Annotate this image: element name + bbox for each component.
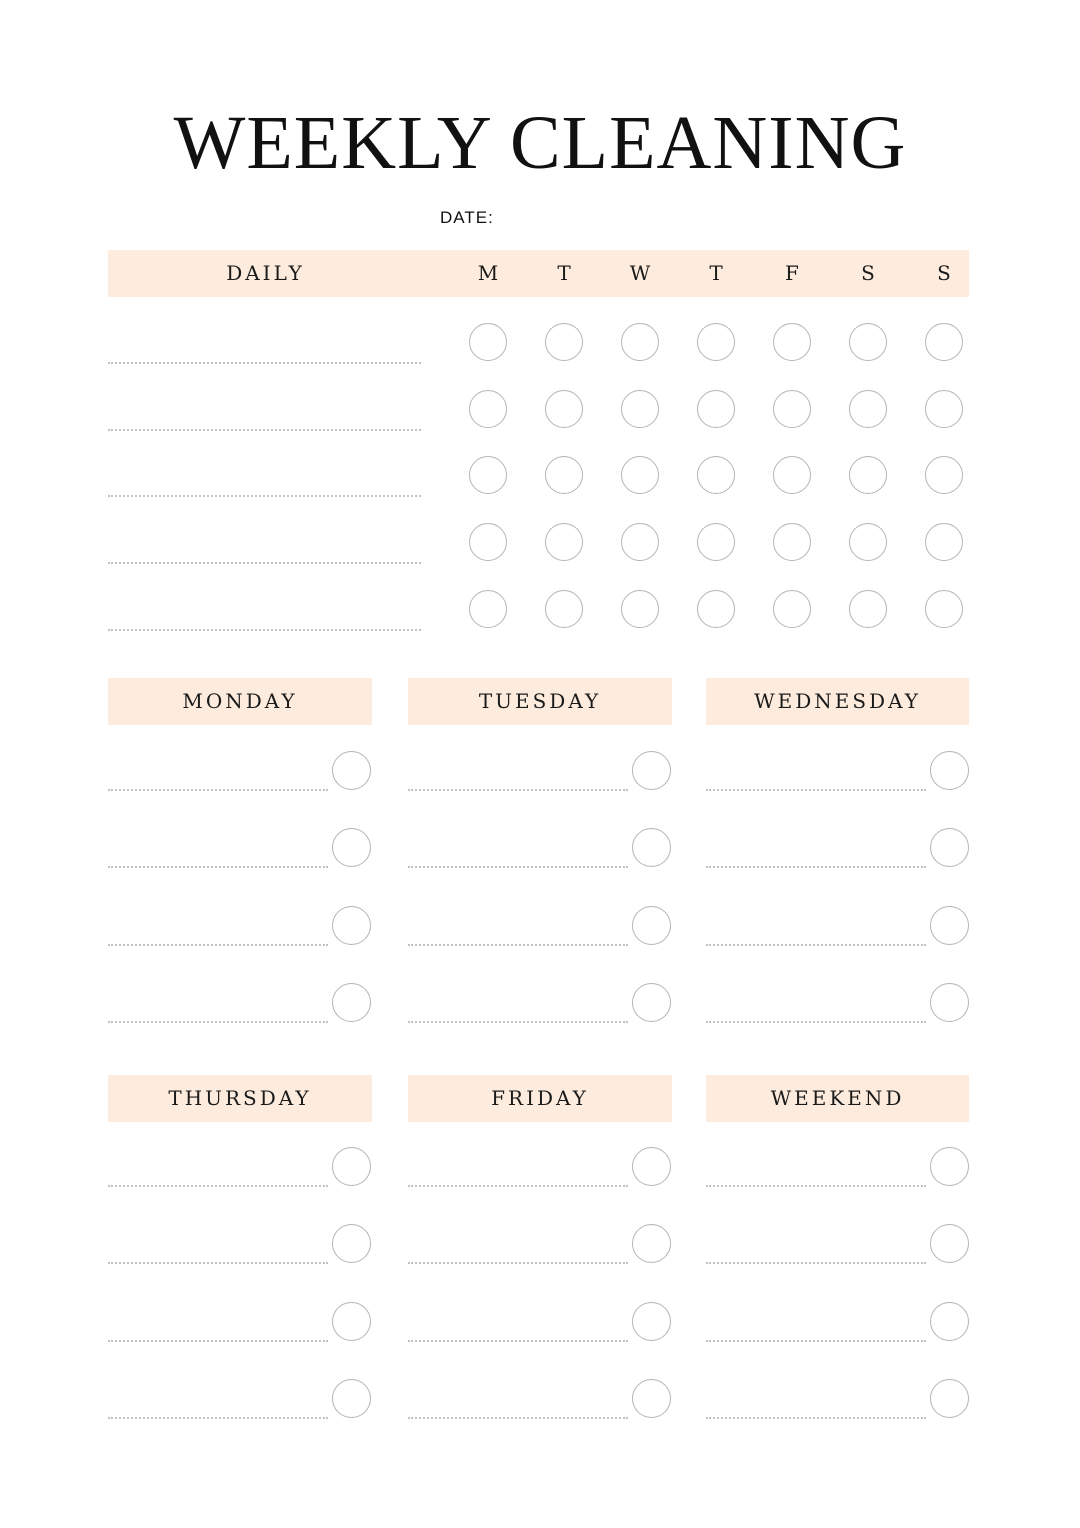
daily-checkbox-mon[interactable]	[469, 390, 507, 428]
daily-checkbox-thu[interactable]	[697, 323, 735, 361]
daily-checkbox-sat[interactable]	[849, 590, 887, 628]
daily-checkbox-sun[interactable]	[925, 456, 963, 494]
day-task-line[interactable]	[108, 1262, 328, 1264]
day-task-checkbox[interactable]	[632, 1224, 671, 1263]
day-task-line[interactable]	[408, 789, 628, 791]
day-task-line[interactable]	[108, 1021, 328, 1023]
day-task-checkbox[interactable]	[332, 1224, 371, 1263]
weekday-label-sat: S	[861, 261, 875, 285]
friday-label: FRIDAY	[491, 1086, 589, 1110]
day-task-checkbox[interactable]	[632, 983, 671, 1022]
day-task-checkbox[interactable]	[332, 1302, 371, 1341]
daily-checkbox-mon[interactable]	[469, 523, 507, 561]
day-task-checkbox[interactable]	[332, 906, 371, 945]
weekend-label: WEEKEND	[770, 1086, 905, 1110]
daily-checkbox-mon[interactable]	[469, 323, 507, 361]
daily-task-line[interactable]	[108, 562, 421, 564]
day-task-line[interactable]	[706, 789, 926, 791]
day-task-checkbox[interactable]	[632, 751, 671, 790]
day-task-line[interactable]	[108, 866, 328, 868]
day-task-line[interactable]	[408, 1340, 628, 1342]
daily-checkbox-mon[interactable]	[469, 590, 507, 628]
day-task-line[interactable]	[408, 1262, 628, 1264]
weekday-label-sun: S	[937, 261, 951, 285]
day-task-line[interactable]	[706, 944, 926, 946]
weekday-label-thu: T	[709, 261, 723, 285]
daily-checkbox-fri[interactable]	[773, 590, 811, 628]
daily-checkbox-sun[interactable]	[925, 390, 963, 428]
daily-checkbox-sun[interactable]	[925, 590, 963, 628]
daily-checkbox-sun[interactable]	[925, 523, 963, 561]
daily-checkbox-tue[interactable]	[545, 323, 583, 361]
day-task-line[interactable]	[706, 1340, 926, 1342]
daily-checkbox-wed[interactable]	[621, 390, 659, 428]
daily-task-line[interactable]	[108, 495, 421, 497]
daily-task-line[interactable]	[108, 629, 421, 631]
daily-checkbox-wed[interactable]	[621, 456, 659, 494]
day-task-line[interactable]	[408, 1021, 628, 1023]
day-task-line[interactable]	[408, 944, 628, 946]
day-task-checkbox[interactable]	[632, 828, 671, 867]
day-task-checkbox[interactable]	[930, 983, 969, 1022]
daily-checkbox-sat[interactable]	[849, 390, 887, 428]
day-task-checkbox[interactable]	[332, 983, 371, 1022]
daily-checkbox-tue[interactable]	[545, 523, 583, 561]
daily-checkbox-tue[interactable]	[545, 590, 583, 628]
daily-checkbox-sat[interactable]	[849, 456, 887, 494]
daily-checkbox-wed[interactable]	[621, 323, 659, 361]
weekday-label-fri: F	[785, 261, 799, 285]
day-task-line[interactable]	[408, 866, 628, 868]
weekday-label-mon: M	[477, 261, 499, 285]
friday-header-band	[408, 1075, 672, 1122]
daily-checkbox-thu[interactable]	[697, 590, 735, 628]
daily-checkbox-wed[interactable]	[621, 590, 659, 628]
day-task-line[interactable]	[706, 1262, 926, 1264]
tuesday-header-band	[408, 678, 672, 725]
daily-checkbox-sat[interactable]	[849, 323, 887, 361]
day-task-checkbox[interactable]	[332, 828, 371, 867]
wednesday-header-band	[706, 678, 969, 725]
daily-checkbox-thu[interactable]	[697, 456, 735, 494]
daily-checkbox-thu[interactable]	[697, 390, 735, 428]
monday-header-band	[108, 678, 372, 725]
daily-checkbox-fri[interactable]	[773, 523, 811, 561]
thursday-header-band	[108, 1075, 372, 1122]
day-task-checkbox[interactable]	[332, 1379, 371, 1418]
monday-label: MONDAY	[182, 689, 298, 713]
day-task-line[interactable]	[108, 1340, 328, 1342]
day-task-checkbox[interactable]	[930, 906, 969, 945]
day-task-line[interactable]	[706, 1021, 926, 1023]
day-task-checkbox[interactable]	[632, 906, 671, 945]
daily-checkbox-fri[interactable]	[773, 390, 811, 428]
daily-checkbox-tue[interactable]	[545, 456, 583, 494]
weekend-header-band	[706, 1075, 969, 1122]
day-task-checkbox[interactable]	[332, 1147, 371, 1186]
thursday-label: THURSDAY	[168, 1086, 312, 1110]
day-task-checkbox[interactable]	[632, 1147, 671, 1186]
day-task-line[interactable]	[706, 866, 926, 868]
day-task-checkbox[interactable]	[930, 1224, 969, 1263]
day-task-checkbox[interactable]	[332, 751, 371, 790]
day-task-line[interactable]	[108, 1417, 328, 1419]
tuesday-label: TUESDAY	[478, 689, 602, 713]
daily-checkbox-wed[interactable]	[621, 523, 659, 561]
page-title: WEEKLY CLEANING	[173, 101, 907, 185]
day-task-checkbox[interactable]	[930, 1302, 969, 1341]
daily-header-label: DAILY	[226, 261, 305, 285]
wednesday-label: WEDNESDAY	[754, 689, 921, 713]
day-task-line[interactable]	[408, 1417, 628, 1419]
day-task-line[interactable]	[706, 1417, 926, 1419]
daily-header-band	[108, 250, 969, 297]
day-task-line[interactable]	[108, 789, 328, 791]
daily-task-line[interactable]	[108, 362, 421, 364]
weekday-label-wed: W	[629, 261, 651, 285]
day-task-checkbox[interactable]	[930, 1147, 969, 1186]
day-task-line[interactable]	[108, 1185, 328, 1187]
daily-checkbox-tue[interactable]	[545, 390, 583, 428]
day-task-checkbox[interactable]	[930, 1379, 969, 1418]
daily-checkbox-sun[interactable]	[925, 323, 963, 361]
day-task-line[interactable]	[706, 1185, 926, 1187]
day-task-line[interactable]	[408, 1185, 628, 1187]
daily-checkbox-fri[interactable]	[773, 456, 811, 494]
day-task-checkbox[interactable]	[930, 751, 969, 790]
day-task-checkbox[interactable]	[632, 1379, 671, 1418]
day-task-checkbox[interactable]	[930, 828, 969, 867]
daily-checkbox-fri[interactable]	[773, 323, 811, 361]
day-task-checkbox[interactable]	[632, 1302, 671, 1341]
weekday-label-tue: T	[557, 261, 571, 285]
daily-task-line[interactable]	[108, 429, 421, 431]
daily-checkbox-sat[interactable]	[849, 523, 887, 561]
daily-checkbox-mon[interactable]	[469, 456, 507, 494]
date-label: DATE:	[440, 208, 494, 227]
day-task-line[interactable]	[108, 944, 328, 946]
daily-checkbox-thu[interactable]	[697, 523, 735, 561]
